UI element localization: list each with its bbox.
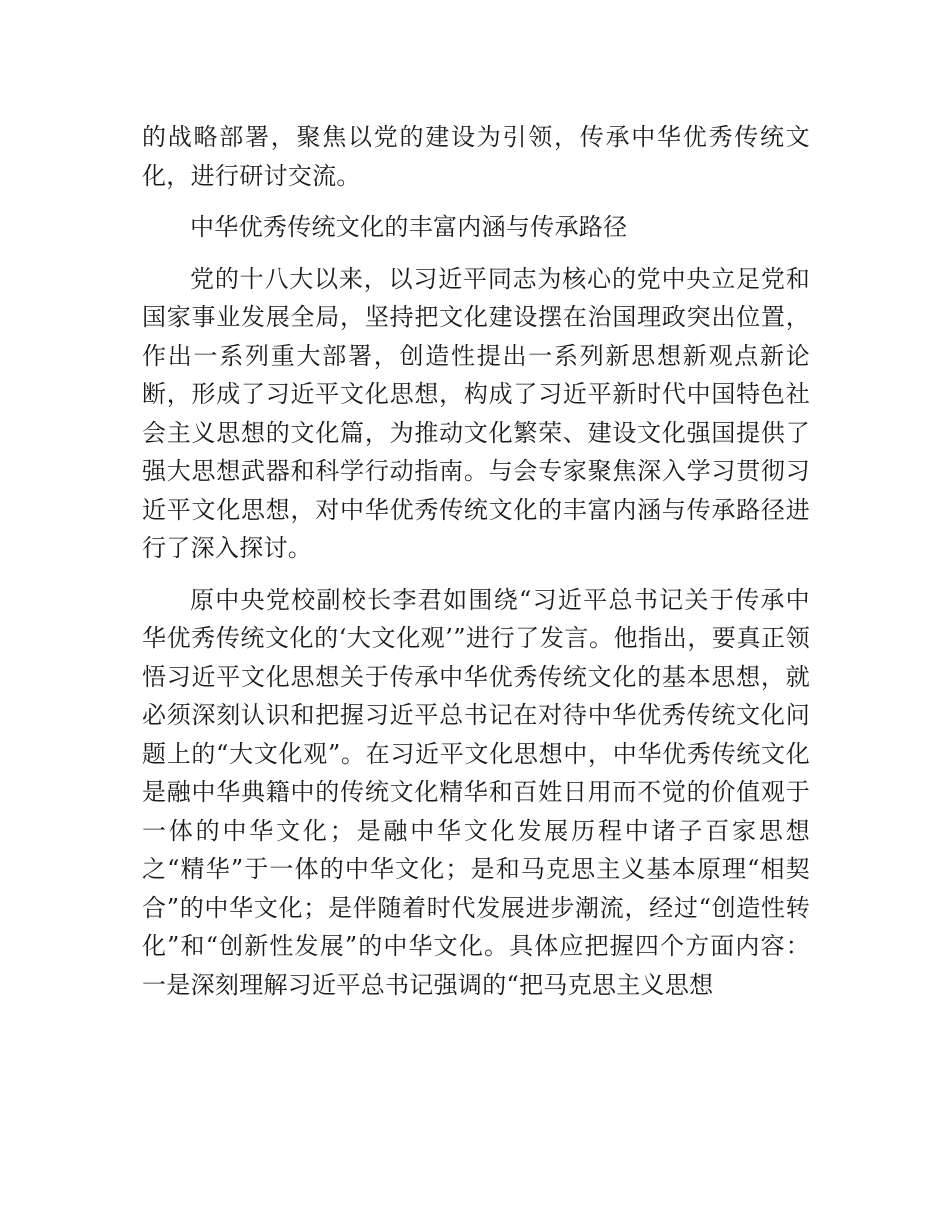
document-page <box>142 118 810 1017</box>
continued-paragraph: 的战略部署，聚焦以党的建设为引领，传承中华优秀传统文化，进行研讨交流。 <box>142 123 810 190</box>
body-paragraph: 党的十八大以来，以习近平同志为核心的党中央立足党和国家事业发展全局，坚持把文化建设摆在治国理政突出位置，作出一系列重大部署，创造性提出一系列新思想新观点新论断，形成了习近平文化思想，构成了习近平新时代中国特色社会主义思想的文化篇，为推动文化繁荣、建设文化强国提供了强大思想武器和科学行动指南。与会专家聚焦深入学习贯彻习近平文化思想，对中华优秀传统文化的丰富内涵与传承路径进行了深入探讨。 <box>142 264 810 562</box>
body-paragraph: 原中央党校副校长李君如围绕“习近平总书记关于传承中华优秀传统文化的‘大文化观’”进行了发言。他指出，要真正领悟习近平文化思想关于传承中华优秀传统文化的基本思想，就必须深刻认识和把握习近平总书记在对待中华优秀传统文化问题上的“大文化观”。在习近平文化思想中，中华优秀传统文化是融中华典籍中的传统文化精华和百姓日用而不觉的价值观于一体的中华文化；是融中华文化发展历程中诸子百家思想之“精华”于一体的中华文化；是和马克思主义基本原理“相契合”的中华文化；是伴随着时代发展进步潮流，经过“创造性转化”和“创新性发展”的中华文化。具体应把握四个方面内容：一是深刻理解习近平总书记强调的“把马克思主义思想 <box>142 585 810 999</box>
section-heading: 中华优秀传统文化的丰富内涵与传承路径 <box>190 213 628 241</box>
